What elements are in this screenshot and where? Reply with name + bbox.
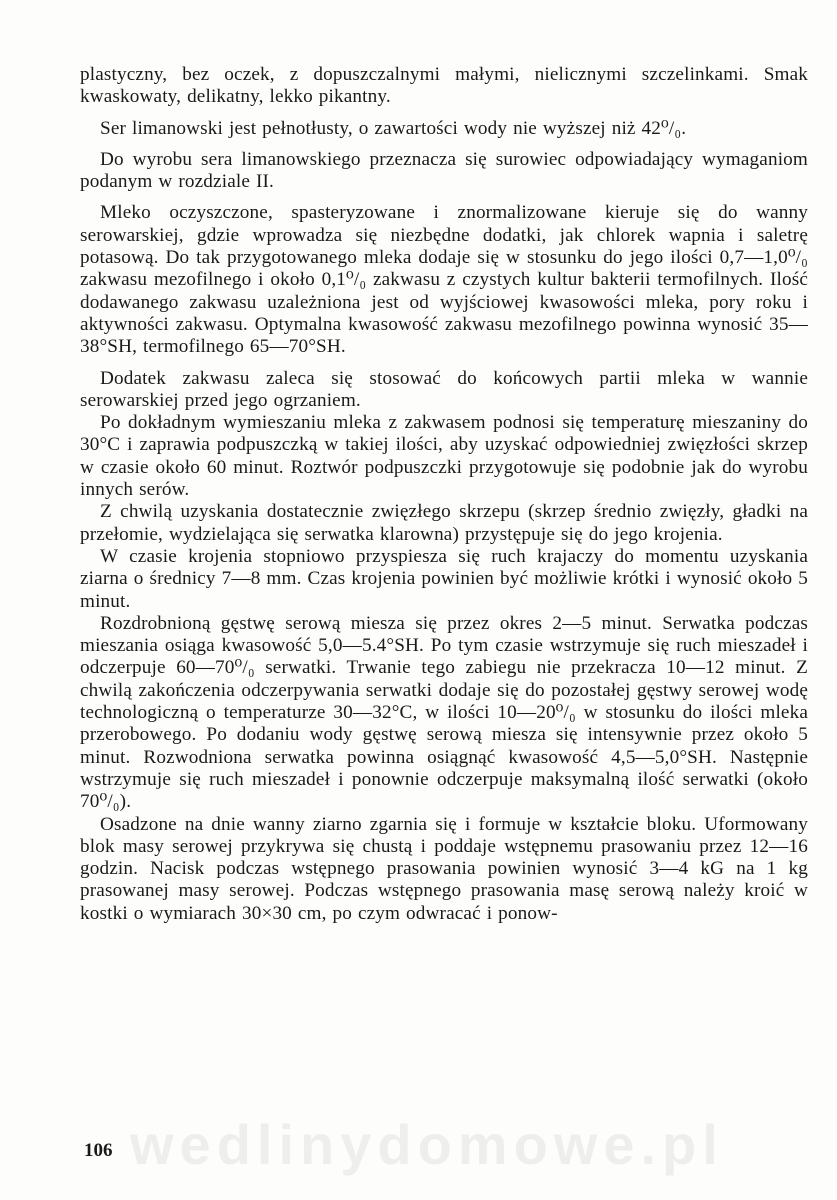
paragraph-7: Z chwilą uzyskania dostatecznie zwięzłego skrzepu (skrzep średnio zwięzły, gładki na przełomie, wydzielająca się serwatka klarowna) przystępuje się do jego krojenia. xyxy=(80,501,808,545)
paragraph-9: Rozdrobnioną gęstwę serową miesza się przez okres 2—5 minut. Serwatka podczas mieszania osiąga kwasowość 5,0—5.4°SH. Po tym czasie wstrzymuje się ruch mieszadeł i odczerpuje 60—70⁰/₀ serwatki. Trwanie tego zabiegu nie przekracza 10—12 minut. Z chwilą zakończenia odczerpywania serwatki dodaje się do pozostałej gęstwy serowej wodę technologiczną o temperaturze 30—32°C, w ilości 10—20⁰/₀ w stosunku do ilości mleka przerobowego. Po dodaniu wody gęstwę serową miesza się intensywnie przez około 5 minut. Rozwodniona serwatka powinna osiągnąć kwasowość 4,5—5,0°SH. Następnie wstrzymuje się ruch mieszadeł i ponownie odczerpuje maksymalną ilość serwatki (około 70⁰/₀). xyxy=(80,612,808,813)
watermark: wedlinydomowe.pl xyxy=(130,1113,724,1176)
body-text xyxy=(80,64,808,925)
page-number: 106 xyxy=(84,1140,113,1161)
paragraph-1: plastyczny, bez oczek, z dopuszczalnymi małymi, nielicznymi szczelinkami. Smak kwaskowaty, delikatny, lekko pikantny. xyxy=(80,64,808,108)
paragraph-10: Osadzone na dnie wanny ziarno zgarnia się i formuje w kształcie bloku. Uformowany blok masy serowej przykrywa się chustą i poddaje wstępnemu prasowaniu przez 12—16 godzin. Nacisk podczas wstępnego prasowania powinien wynosić 3—4 kG na 1 kg prasowanej masy serowej. Podczas wstępnego prasowania masę serową należy kroić w kostki o wymiarach 30×30 cm, po czym odwracać i ponow- xyxy=(80,813,808,924)
paragraph-4: Mleko oczyszczone, spasteryzowane i znormalizowane kieruje się do wanny serowarskiej, gdzie wprowadza się niezbędne dodatki, jak chlorek wapnia i saletrę potasową. Do tak przygotowanego mleka dodaje się w stosunku do jego ilości 0,7—1,0⁰/₀ zakwasu mezofilnego i około 0,1⁰/₀ zakwasu z czystych kultur bakterii termofilnych. Ilość dodawanego zakwasu uzależniona jest od wyjściowej kwasowości mleka, pory roku i aktywności zakwasu. Optymalna kwasowość zakwasu mezofilnego powinna wynosić 35—38°SH, termofilnego 65—70°SH. xyxy=(80,202,808,358)
paragraph-3: Do wyrobu sera limanowskiego przeznacza się surowiec odpowiadający wymaganiom podanym w rozdziale II. xyxy=(80,148,808,193)
paragraph-5: Dodatek zakwasu zaleca się stosować do końcowych partii mleka w wannie serowarskiej przed jego ogrzaniem. xyxy=(80,367,808,411)
paragraph-8: W czasie krojenia stopniowo przyspiesza się ruch krajaczy do momentu uzyskania ziarna o średnicy 7—8 mm. Czas krojenia powinien być możliwie krótki i wynosić około 5 minut. xyxy=(80,545,808,612)
paragraph-6: Po dokładnym wymieszaniu mleka z zakwasem podnosi się temperaturę mieszaniny do 30°C i zaprawia podpuszczką w takiej ilości, aby uzyskać odpowiedniej zwięzłości skrzep w czasie około 60 minut. Roztwór podpuszczki przygotowuje się podobnie jak do wyrobu innych serów. xyxy=(80,412,808,501)
paragraph-2: Ser limanowski jest pełnotłusty, o zawartości wody nie wyższej niż 42⁰/₀. xyxy=(100,117,687,139)
